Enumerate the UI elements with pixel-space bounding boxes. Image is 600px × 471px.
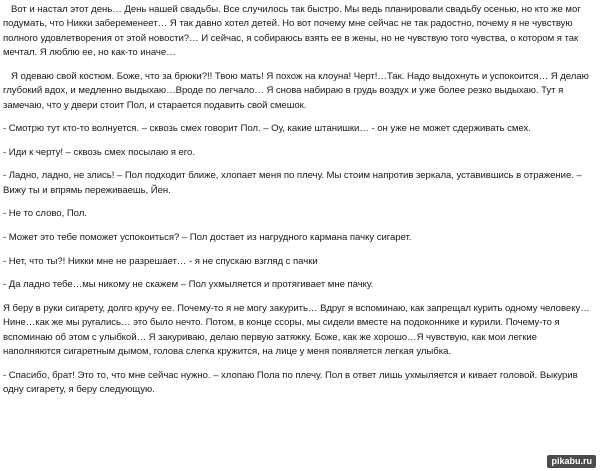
paragraph-dialogue-worry: - Смотрю тут кто-то волнуется. – сквозь смех говорит Пол. – Оу, какие штанишки… - он уже не может сдерживать смех. [3, 123, 531, 135]
paragraph-dialogue-go-away: - Иди к черту! – сквозь смех посылаю я его. [3, 146, 195, 158]
paragraph-wedding-day: Вот и настал этот день… День нашей свадьбы. Все случилось так быстро. Мы ведь планировали свадьбу осенью, но кто же мог подумать, что Никки забеременеет… Я так давно хотел детей. Но вот почему мне сейчас не так радостно, почему я не чувствую полного удовлетворения от этой новости?… И сейчас, я собираюсь взять ее в жены, но не чувствую того чувства, о котором я так мечтал. Я люблю ее, но как-то иначе… [3, 4, 581, 59]
paragraph-dialogue-cigarettes: - Может это тебе поможет успокоиться? – Пол достает из нагрудного кармана пачку сигарет. [3, 232, 412, 243]
paragraph-thanks-brother: - Спасибо, брат! Это то, что мне сейчас нужно. – хлопаю Пола по плечу. Пол в ответ лишь ухмыляется и кивает головой. Выкурив одну сигарету, я беру следующую. [3, 369, 578, 395]
story-document [3, 3, 595, 407]
paragraph-dialogue-mirror: - Ладно, ладно, не злись! – Пол подходит ближе, хлопает меня по плечу. Мы стоим напротив зеркала, уставившись в отражение. – Вижу ты и впрямь переживаешь, Йен. [3, 170, 582, 196]
site-watermark: pikabu.ru [547, 455, 596, 468]
paragraph-memory-nina: Я беру в руки сигарету, долго кручу ее. Почему-то я не могу закурить… Вдруг я вспоминаю, как запрещал курить одному человеку… Нине…как же мы ругались… это было нечто. Потом, в конце ссоры, мы сидели вместе на подоконнике и курили. Почему-то я вспоминаю об этом с улыбкой… Я закуриваю, делаю первую затяжку. Боже, как же хорошо…Я чувствую, как мои легкие наполняются сигаретным дымом, голова слегка кружится, на лице у меня появляется легкая улыбка. [3, 302, 590, 357]
paragraph-costume: Я одеваю свой костюм. Боже, что за брюки?!! Твою мать! Я похож на клоуна! Черт!…Так. Надо выдохнуть и успокоится… Я делаю глубокий вдох, и медленно выдыхаю…Вроде по легчало… Я снова набираю в грудь воздух и уже более резко выдыхаю. Тут я замечаю, что у двери стоит Пол, и старается подавить свой смешок. [3, 70, 589, 111]
paragraph-dialogue-not-the-word: - Не то слово, Пол. [3, 208, 87, 220]
paragraph-dialogue-wont-tell: - Да ладно тебе…мы никому не скажем – Пол ухмыляется и протягивает мне пачку. [3, 279, 374, 291]
paragraph-dialogue-no: - Нет, что ты?! Никки мне не разрешает… - я не спускаю взгляд с пачки [3, 255, 318, 267]
